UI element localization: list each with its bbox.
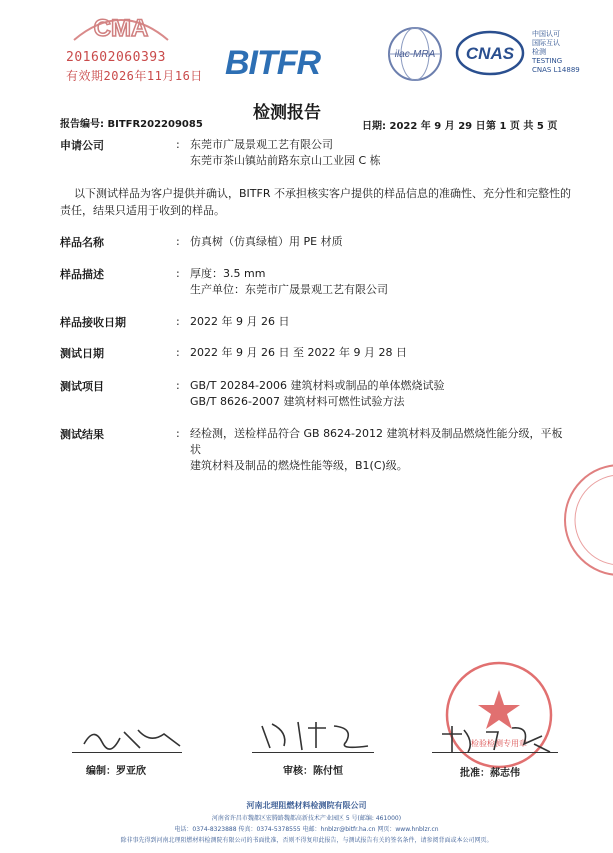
acc-line: 中国认可 (532, 30, 560, 38)
intro-line: 责任，结果只适用于收到的样品。 (60, 204, 225, 217)
report-page: 第 1 页 共 5 页 (486, 121, 558, 132)
colon: : (176, 267, 180, 280)
footer-contact: 电话：0374-8323888 传真：0374-5378555 电邮：hnblzr@bitfr.ha.cn 网页：www.hnblzr.cn (174, 826, 439, 833)
field-line: GB/T 20284-2006 建筑材料或制品的单体燃烧试验 (190, 379, 445, 392)
colon: : (176, 346, 180, 359)
stamp-text: 检验检测专用章 (471, 739, 527, 748)
reviewer-line (252, 752, 374, 753)
reviewer-signature (258, 718, 378, 754)
colon: : (176, 235, 180, 248)
applicant-line: 东莞市茶山镇站前路东京山工业园 C 栋 (190, 154, 381, 167)
field-line: 建筑材料及制品的燃烧性能等级，B1(C)级。 (190, 459, 408, 472)
field-line: GB/T 8626-2007 建筑材料可燃性试验方法 (190, 395, 405, 408)
acc-line: 检测 (532, 48, 546, 56)
footer (0, 800, 613, 844)
acc-line: CNAS L14889 (532, 66, 580, 74)
field-value (190, 266, 388, 298)
report-number: 报告编号: BITFR202209085 (60, 119, 203, 130)
field-label: 样品描述 (60, 268, 104, 281)
report-date: 日期: 2022 年 9 月 29 日 (362, 121, 486, 132)
acc-line: TESTING (532, 57, 563, 65)
field-line: 厚度：3.5 mm (190, 267, 266, 280)
approver-line (432, 752, 558, 753)
cma-logo-text: CMA (93, 15, 149, 42)
cma-logo (66, 6, 176, 44)
editor-label: 编制：罗亚欣 (86, 766, 146, 777)
field-label: 测试日期 (60, 347, 104, 360)
field-value (190, 426, 570, 474)
footer-address: 河南省许昌市魏都区宏腾路魏都高新技术产业园区 5 号(邮编: 461000) (211, 815, 402, 822)
approver-signature (438, 722, 558, 756)
intro-line: 以下测试样品为客户提供并确认，BITFR 不承担核实客户提供的样品信息的准确性、充分性和完整性的 (74, 187, 571, 200)
field-line: 经检测，送检样品符合 GB 8624-2012 建筑材料及制品燃烧性能分级，平板状 (190, 427, 563, 456)
applicant-line: 东莞市广晟景观工艺有限公司 (190, 138, 333, 151)
cma-code: 201602060393 (66, 50, 166, 65)
field-label: 样品接收日期 (60, 316, 126, 329)
cnas-logo-text: CNAS (465, 44, 515, 63)
footer-note: 除非事先得到河南北理阻燃材料检测院有限公司的书面批准，否则不得复印此报告，与测试报告有关的签名条件，请参阅背面或本公司网页。 (120, 837, 493, 844)
field-line: 生产单位：东莞市广晟景观工艺有限公司 (190, 283, 388, 296)
reviewer-label: 审核：陈付恒 (283, 766, 343, 777)
report-title: 检测报告 (253, 103, 321, 123)
edge-seal (560, 455, 613, 585)
colon: : (176, 138, 180, 151)
acc-line: 国际互认 (532, 39, 560, 47)
footer-org: 河南北理阻燃材料检测院有限公司 (246, 801, 367, 810)
cnas-logo (455, 30, 525, 76)
field-value: 仿真树（仿真绿植）用 PE 材质 (190, 235, 343, 248)
editor-signature (80, 724, 190, 754)
editor-line (72, 752, 182, 753)
cma-valid: 有效期2026年11月16日 (66, 69, 203, 83)
colon: : (176, 427, 180, 440)
ilac-logo-text: ilac-MRA (394, 49, 436, 60)
accreditation-block (532, 30, 580, 75)
ilac-mra-logo (384, 26, 446, 82)
field-value (190, 378, 444, 410)
colon: : (176, 379, 180, 392)
approver-label: 批准：郝志伟 (460, 768, 520, 779)
applicant-label: 申请公司 (60, 139, 104, 152)
field-value: 2022 年 9 月 26 日 至 2022 年 9 月 28 日 (190, 346, 407, 359)
field-label: 测试项目 (60, 380, 104, 393)
colon: : (176, 315, 180, 328)
brand-logo: BITFR (225, 44, 321, 82)
field-label: 测试结果 (60, 428, 104, 441)
field-label: 样品名称 (60, 236, 104, 249)
field-value: 2022 年 9 月 26 日 (190, 315, 290, 328)
applicant-value (190, 137, 381, 169)
